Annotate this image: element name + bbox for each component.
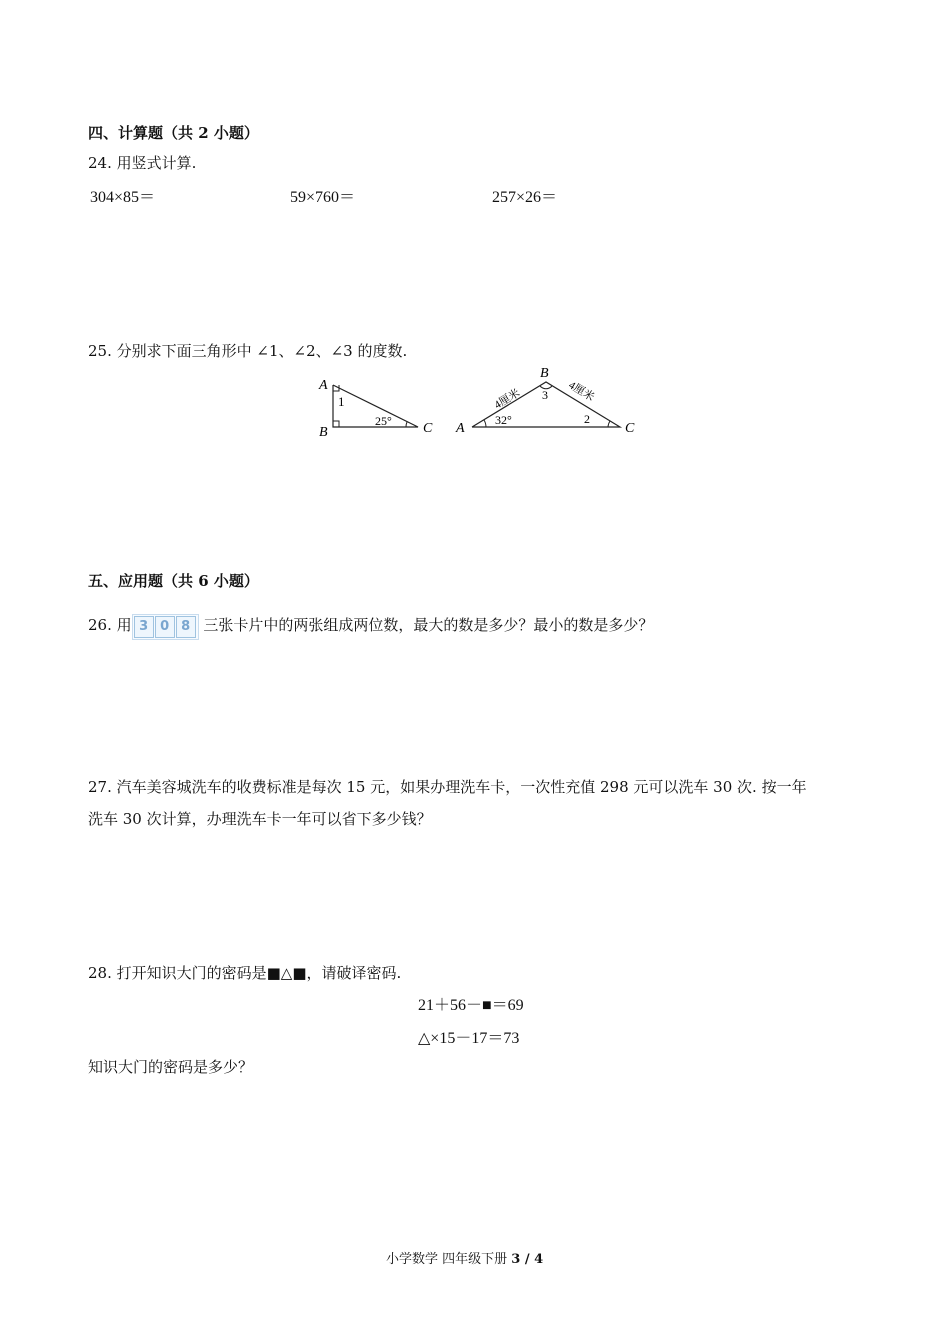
right-triangle-figure — [318, 378, 433, 440]
question-24-expr-2: 59×760＝ — [290, 189, 356, 206]
fig1-angle-c: 25° — [375, 414, 392, 428]
triangle-figures — [300, 362, 660, 442]
fig1-label-a: A — [319, 378, 328, 393]
page-footer — [386, 1248, 543, 1267]
fig2-angle-3: 3 — [542, 388, 548, 402]
fig2-side-ab: 4厘米 — [492, 387, 523, 412]
fig1-label-c: C — [423, 421, 433, 436]
question-24-expr-3: 257×26＝ — [492, 189, 558, 206]
question-26-prefix: 26. 用 — [88, 616, 132, 634]
question-26 — [88, 614, 653, 640]
fig2-angle-a: 32° — [495, 413, 512, 427]
question-26-suffix: 三张卡片中的两张组成两位数，最大的数是多少？最小的数是多少？ — [203, 616, 654, 634]
section-heading-application: 五、应用题（共 6 小题） — [88, 572, 259, 590]
question-24-expr-1: 304×85＝ — [90, 189, 156, 206]
equation-2: △×15－17＝73 — [418, 1030, 520, 1047]
section-heading-calculation: 四、计算题（共 2 小题） — [88, 124, 259, 142]
fig2-label-a: A — [456, 421, 465, 436]
fig1-label-b: B — [319, 425, 328, 440]
question-28-stem: 28. 打开知识大门的密码是■△■，请破译密码. — [88, 964, 402, 982]
footer-text: 小学数学 四年级下册 — [386, 1252, 508, 1267]
question-27-line-1: 27. 汽车美容城洗车的收费标准是每次 15 元，如果办理洗车卡，一次性充值 298 元可以洗车 30 次. 按一年 — [88, 778, 807, 796]
fig2-angle-2: 2 — [584, 412, 590, 426]
fig2-label-c: C — [625, 421, 635, 436]
number-card: 3 — [134, 616, 154, 638]
isosceles-triangle-figure — [455, 366, 635, 436]
equation-1: 21＋56－■＝69 — [418, 997, 524, 1014]
number-card: 0 — [155, 616, 175, 638]
number-cards — [132, 614, 199, 640]
question-27-line-2: 洗车 30 次计算，办理洗车卡一年可以省下多少钱？ — [88, 810, 432, 828]
fig2-label-b: B — [540, 366, 549, 381]
page-number: 3 / 4 — [511, 1252, 544, 1267]
fig2-side-bc: 4厘米 — [566, 379, 597, 404]
fig1-angle-1: 1 — [338, 394, 345, 409]
question-24-stem: 24. 用竖式计算. — [88, 154, 197, 172]
question-25-stem: 25. 分别求下面三角形中 ∠1、∠2、∠3 的度数. — [88, 342, 408, 360]
number-card: 8 — [176, 616, 196, 638]
question-28-question: 知识大门的密码是多少？ — [88, 1058, 254, 1076]
